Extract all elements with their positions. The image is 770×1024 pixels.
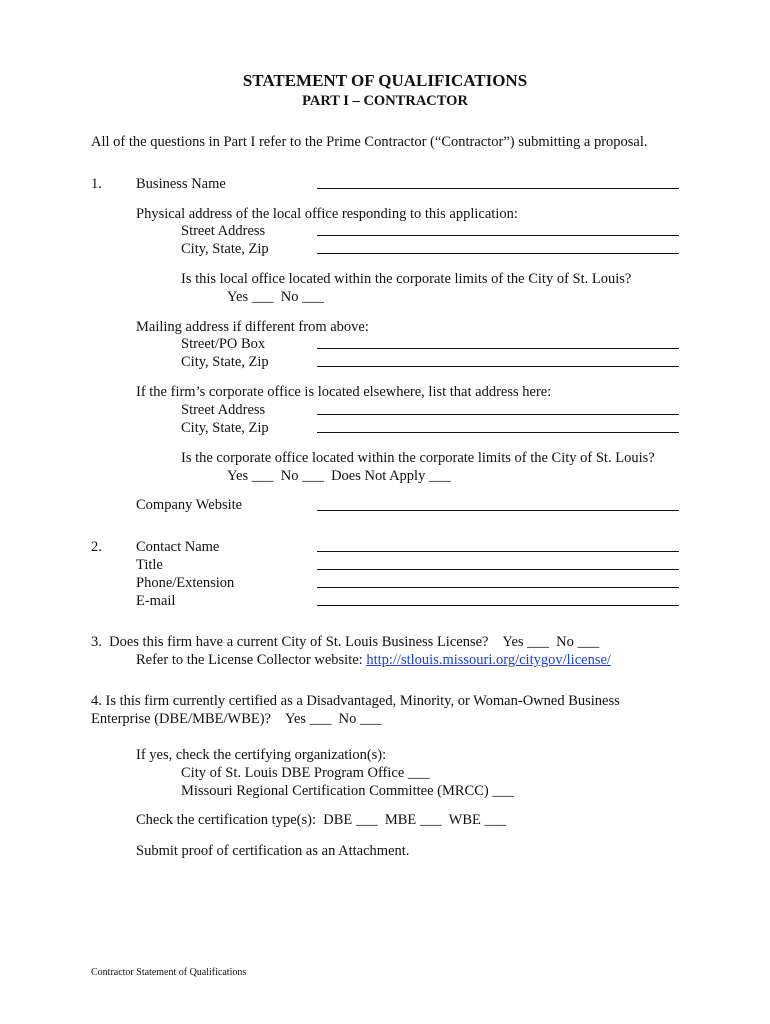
physical-address-heading: Physical address of the local office responding to this application: [136, 206, 518, 222]
title-label: Title [136, 557, 163, 573]
title-field[interactable] [317, 569, 679, 570]
q3-question: 3. Does this firm have a current City of St. Louis Business License? Yes ___ No ___ [91, 634, 600, 650]
certification-types[interactable]: Check the certification type(s): DBE ___ MBE ___ WBE ___ [136, 812, 507, 828]
street-address-field[interactable] [317, 235, 679, 236]
company-website-field[interactable] [317, 510, 679, 511]
city-state-zip-field[interactable] [317, 253, 679, 254]
corporate-office-question: Is the corporate office located within the corporate limits of the City of St. Louis? [181, 450, 655, 466]
corp-city-state-zip-field[interactable] [317, 432, 679, 433]
page-footer: Contractor Statement of Qualifications [91, 967, 247, 978]
license-refer-text: Refer to the License Collector website: [136, 652, 363, 668]
org-mrcc-option[interactable]: Missouri Regional Certification Committee (MRCC) ___ [181, 783, 515, 799]
intro-text: All of the questions in Part I refer to the Prime Contractor (“Contractor”) submitting a proposal. [91, 134, 648, 150]
contact-name-field[interactable] [317, 551, 679, 552]
org-city-dbe-option[interactable]: City of St. Louis DBE Program Office ___ [181, 765, 430, 781]
email-field[interactable] [317, 605, 679, 606]
contact-name-label: Contact Name [136, 539, 220, 555]
corporate-office-heading: If the firm’s corporate office is located elsewhere, list that address here: [136, 384, 552, 400]
local-office-yes-no[interactable]: Yes ___ No ___ [227, 289, 324, 305]
corporate-office-yes-no[interactable]: Yes ___ No ___ Does Not Apply ___ [227, 468, 451, 484]
corp-street-address-label: Street Address [181, 402, 266, 418]
street-po-box-label: Street/PO Box [181, 336, 266, 352]
q4-question-line1: 4. Is this firm currently certified as a Disadvantaged, Minority, or Woman-Owned Business [91, 693, 620, 709]
email-label: E-mail [136, 593, 176, 609]
business-name-label: Business Name [136, 176, 226, 192]
certifying-org-heading: If yes, check the certifying organization(s): [136, 747, 387, 763]
proof-instruction: Submit proof of certification as an Attachment. [136, 843, 410, 859]
corp-city-state-zip-label: City, State, Zip [181, 420, 269, 436]
mailing-address-heading: Mailing address if different from above: [136, 319, 369, 335]
mailing-city-state-zip-field[interactable] [317, 366, 679, 367]
phone-label: Phone/Extension [136, 575, 235, 591]
mailing-city-state-zip-label: City, State, Zip [181, 354, 269, 370]
business-name-field[interactable] [317, 188, 679, 189]
page-subtitle: PART I – CONTRACTOR [302, 93, 468, 109]
street-address-label: Street Address [181, 223, 266, 239]
q1-number: 1. [91, 176, 102, 192]
city-state-zip-label: City, State, Zip [181, 241, 269, 257]
phone-field[interactable] [317, 587, 679, 588]
street-po-box-field[interactable] [317, 348, 679, 349]
license-collector-link[interactable]: http://stlouis.missouri.org/citygov/license/ [366, 652, 611, 668]
q3-refer [136, 651, 611, 669]
q4-question-line2: Enterprise (DBE/MBE/WBE)? Yes ___ No ___ [91, 711, 382, 727]
company-website-label: Company Website [136, 497, 243, 513]
corp-street-address-field[interactable] [317, 414, 679, 415]
page-title: STATEMENT OF QUALIFICATIONS [242, 71, 528, 90]
local-office-question: Is this local office located within the corporate limits of the City of St. Louis? [181, 271, 632, 287]
q2-number: 2. [91, 539, 102, 555]
